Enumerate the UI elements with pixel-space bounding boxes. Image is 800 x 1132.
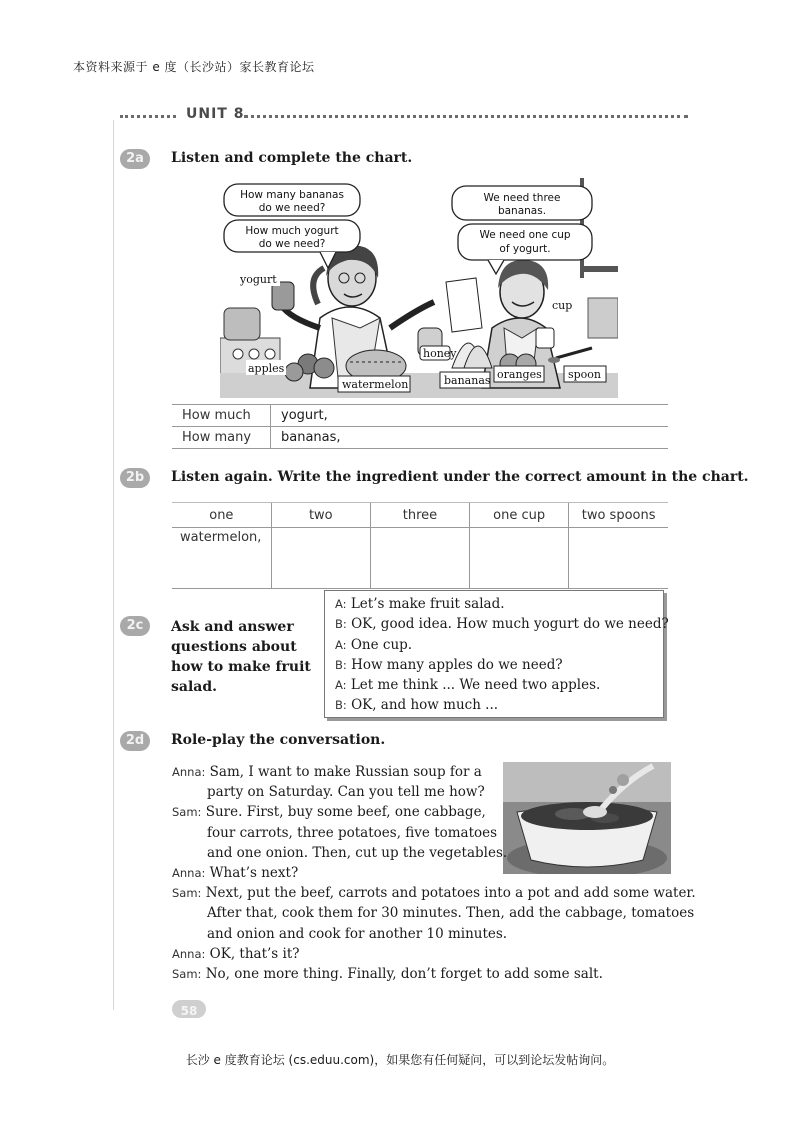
- column-header: one cup: [470, 503, 569, 528]
- dialog-line: [335, 697, 663, 717]
- dialog-box: [324, 590, 669, 718]
- section-title-2a: Listen and complete the chart.: [171, 150, 413, 166]
- line-text: and onion and cook for another 10 minutes.: [207, 925, 508, 942]
- speaker: A:: [335, 637, 347, 652]
- label-bananas: bananas: [444, 374, 491, 387]
- conversation-line: [172, 883, 696, 903]
- speaker: B:: [335, 617, 347, 632]
- label-cup: cup: [552, 299, 573, 312]
- dialog-text: One cup.: [350, 636, 413, 653]
- table-cell: [569, 528, 668, 589]
- bubble-left-2-line1: How much yogurt: [245, 225, 339, 237]
- section-title-2b: Listen again. Write the ingredient under the correct amount in the chart.: [171, 469, 749, 485]
- line-text: After that, cook them for 30 minutes. Then, add the cabbage, tomatoes: [207, 905, 695, 922]
- line-text: Sure. First, buy some beef, one cabbage,: [205, 804, 486, 821]
- table-row: [172, 528, 668, 589]
- chart-amounts: [172, 502, 668, 589]
- line-text: four carrots, three potatoes, five tomatoes: [207, 824, 498, 841]
- table-cell: watermelon,: [172, 528, 271, 589]
- table-row: [172, 405, 668, 427]
- chart-row-key: How many: [172, 427, 271, 449]
- chart-row-value: bananas,: [271, 427, 669, 449]
- unit-bar: [120, 106, 688, 126]
- dialog-text: Let me think ... We need two apples.: [350, 677, 601, 694]
- dialog-line: [335, 596, 663, 616]
- speaker: Anna:: [172, 946, 206, 961]
- column-header: three: [370, 503, 469, 528]
- conversation-line: [172, 944, 696, 964]
- speaker: B:: [335, 698, 347, 713]
- conversation-line: [172, 762, 696, 782]
- kitchen-illustration: [220, 178, 618, 398]
- line-text: and one onion. Then, cut up the vegetables.: [207, 844, 508, 861]
- table-cell: [470, 528, 569, 589]
- speaker: Sam:: [172, 805, 202, 820]
- bubble-right-2-line2: of yogurt.: [499, 243, 551, 255]
- bubble-left-1-line2: do we need?: [258, 202, 326, 214]
- line-text: party on Saturday. Can you tell me how?: [207, 784, 485, 801]
- label-yogurt: yogurt: [240, 273, 277, 286]
- dialog-text: OK, and how much ...: [351, 697, 499, 714]
- line-text: Next, put the beef, carrots and potatoes into a pot and add some water.: [205, 885, 696, 902]
- conversation-line: [172, 924, 696, 944]
- unit-bar-dots-right: [244, 115, 688, 118]
- unit-bar-dots-left: [120, 115, 176, 118]
- header-note: 本资料来源于 e 度（长沙站）家长教育论坛: [73, 60, 315, 74]
- label-watermelon: watermelon: [342, 378, 409, 391]
- chart-row-key: How much: [172, 405, 271, 427]
- dialog-line: [335, 637, 663, 657]
- section-title-2d: Role-play the conversation.: [171, 732, 386, 748]
- speaker: Sam:: [172, 886, 202, 901]
- section-badge-2d: 2d: [120, 731, 150, 751]
- conversation-line: [172, 802, 696, 822]
- dialog-line: [335, 657, 663, 677]
- dialog-line: [335, 616, 669, 636]
- bubble-right-1-line1: We need three: [483, 192, 561, 204]
- dialog-line: [335, 677, 663, 697]
- label-apples: apples: [248, 362, 285, 375]
- label-spoon: spoon: [568, 368, 602, 381]
- conversation-line: [172, 782, 696, 802]
- table-cell: [370, 528, 469, 589]
- section-badge-2b: 2b: [120, 468, 150, 488]
- speaker: B:: [335, 657, 347, 672]
- conversation-line: [172, 863, 696, 883]
- chart-row-value: yogurt,: [271, 405, 669, 427]
- dialog-text: Let’s make fruit salad.: [350, 596, 505, 612]
- bubble-right-1-line2: bananas.: [497, 205, 547, 217]
- speaker: A:: [335, 678, 347, 693]
- table-cell: [271, 528, 370, 589]
- label-honey: honey: [423, 347, 457, 360]
- conversation-line: [172, 903, 696, 923]
- conversation-line: [172, 823, 696, 843]
- title-line: Ask and answer: [171, 619, 294, 635]
- title-line: how to make fruit: [171, 659, 311, 675]
- unit-label: UNIT 8: [186, 106, 245, 122]
- conversation-line: [172, 964, 696, 984]
- speaker: A:: [335, 597, 347, 611]
- page-number: 58: [172, 1000, 206, 1018]
- column-header: two: [271, 503, 370, 528]
- column-header: one: [172, 503, 271, 528]
- dialog-text: How many apples do we need?: [351, 656, 563, 673]
- speaker: Anna:: [172, 765, 206, 779]
- section-title-2c: [171, 617, 311, 697]
- line-text: What’s next?: [209, 865, 299, 882]
- table-header-row: [172, 503, 668, 528]
- line-text: Sam, I want to make Russian soup for a: [209, 764, 482, 780]
- speaker: Anna:: [172, 866, 206, 881]
- bubble-left-2-line2: do we need?: [258, 238, 326, 250]
- chart-how-much-how-many: [172, 404, 668, 449]
- bubble-right-2-line1: We need one cup: [479, 229, 571, 241]
- line-text: OK, that’s it?: [209, 945, 300, 962]
- conversation-line: [172, 843, 696, 863]
- label-oranges: oranges: [497, 368, 542, 381]
- title-line: salad.: [171, 679, 218, 695]
- section-badge-2a: 2a: [120, 149, 150, 169]
- roleplay-conversation: [172, 762, 696, 984]
- section-badge-2c: 2c: [120, 616, 150, 636]
- footer-note: 长沙 e 度教育论坛 (cs.eduu.com)，如果您有任何疑问，可以到论坛发帖询问。: [185, 1053, 615, 1067]
- column-header: two spoons: [569, 503, 668, 528]
- dialog-text: OK, good idea. How much yogurt do we need?: [351, 616, 669, 633]
- table-row: [172, 427, 668, 449]
- line-text: No, one more thing. Finally, don’t forget to add some salt.: [205, 966, 603, 983]
- left-margin-rule: [113, 120, 114, 1010]
- speaker: Sam:: [172, 967, 202, 982]
- title-line: questions about: [171, 639, 297, 655]
- bubble-left-1-line1: How many bananas: [240, 189, 344, 201]
